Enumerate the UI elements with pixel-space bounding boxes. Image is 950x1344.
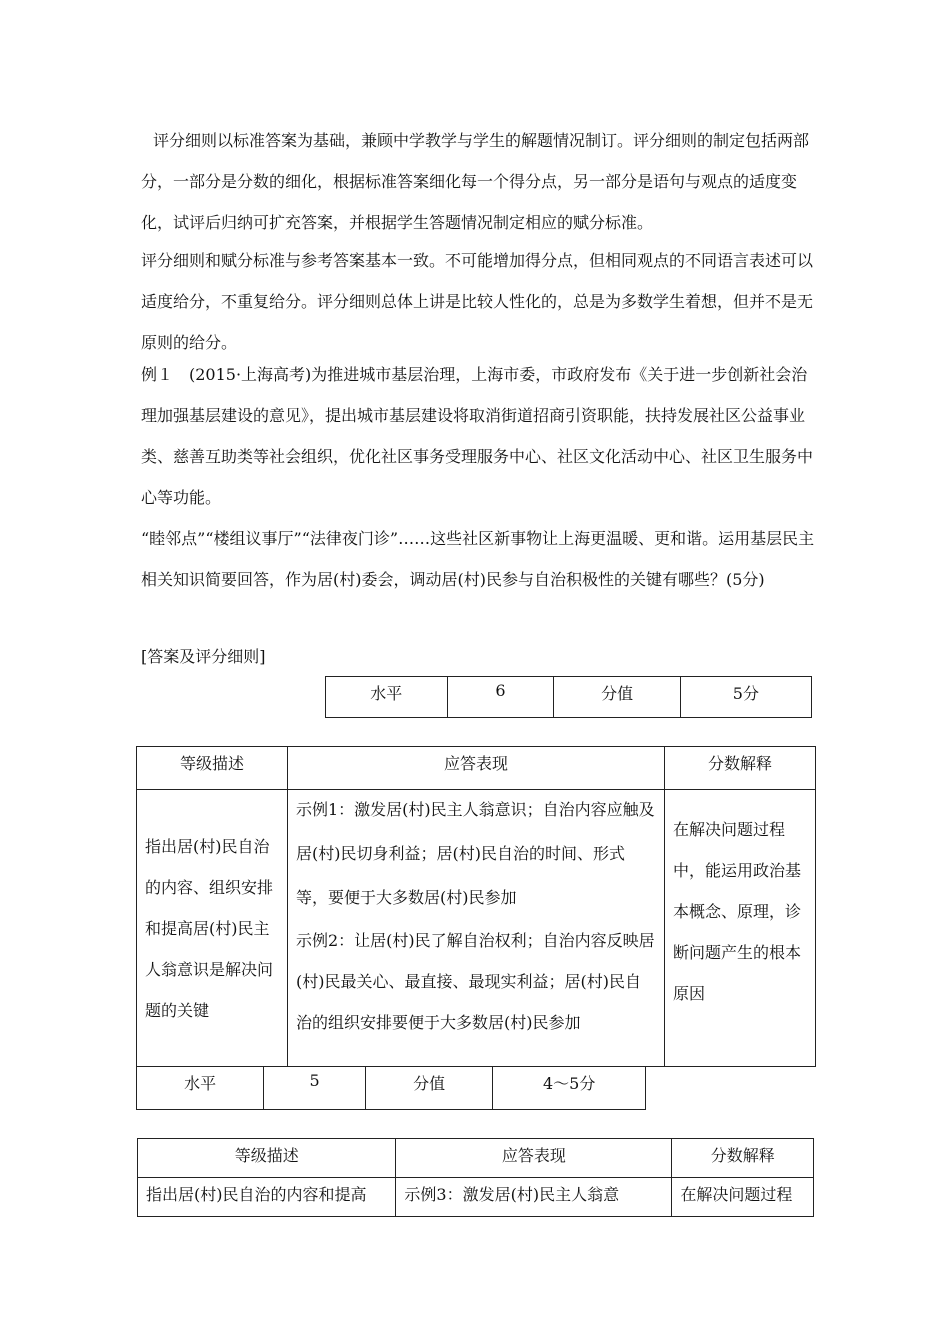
level-5-meta-table: [136, 1066, 646, 1110]
question-paragraph: “睦邻点”“楼组议事厅”“法律夜门诊”……这些社区新事物让上海更温暖、更和谐。运用基层民主相关知识简要回答，作为居(村)委会，调动居(村)民参与自治积极性的关键有哪些？(5分): [141, 529, 815, 589]
level-value: 6: [447, 677, 554, 718]
score-label: 分值: [366, 1067, 493, 1110]
grade-description: 指出居(村)民自治的内容和提高: [138, 1178, 396, 1217]
header-grade: 等级描述: [137, 747, 288, 790]
answer-example-2: 示例2：让居(村)民了解自治权利；自治内容反映居(村)民最关心、最直接、最现实利益；居(村)民自治的组织安排要便于大多数居(村)民参加: [296, 931, 655, 1032]
score-value: 4～5分: [493, 1067, 646, 1110]
score-value: 5分: [680, 677, 811, 718]
answer-example-1: 示例1：激发居(村)民主人翁意识；自治内容应触及居(村)民切身利益；居(村)民自治的时间、形式等，要便于大多数居(村)民参加: [296, 800, 655, 907]
level-6-meta-table: [325, 676, 812, 718]
intro-paragraph: 评分细则以标准答案为基础，兼顾中学教学与学生的解题情况制订。评分细则的制定包括两部分，一部分是分数的细化，根据标准答案细化每一个得分点，另一部分是语句与观点的适度变化，试评后归纳可扩充答案，并根据学生答题情况制定相应的赋分标准。: [141, 131, 810, 232]
answer-heading: [答案及评分细则]: [141, 647, 266, 666]
header-explain: 分数解释: [672, 1139, 814, 1178]
grade-description: 指出居(村)民自治的内容、组织安排和提高居(村)民主人翁意识是解决问题的关键: [145, 836, 274, 1020]
level-label: 水平: [326, 677, 448, 718]
header-grade: 等级描述: [138, 1139, 396, 1178]
level-6-criteria-table: [136, 746, 816, 1067]
score-label: 分值: [554, 677, 680, 718]
score-explanation: 在解决问题过程中，能运用政治基本概念、原理，诊断问题产生的根本原因: [673, 820, 802, 1003]
level-label: 水平: [137, 1067, 264, 1110]
header-answer: 应答表现: [396, 1139, 672, 1178]
example-paragraph: 例１ (2015·上海高考)为推进城市基层治理，上海市委，市政府发布《关于进一步创新社会治理加强基层建设的意见》，提出城市基层建设将取消街道招商引资职能，扶持发展社区公益事业类、慈善互助类等社会组织，优化社区事务受理服务中心、社区文化活动中心、社区卫生服务中心等功能。: [141, 365, 814, 507]
level-5-criteria-table: [137, 1138, 814, 1217]
score-explanation: 在解决问题过程: [672, 1178, 814, 1217]
header-explain: 分数解释: [665, 747, 816, 790]
level-value: 5: [264, 1067, 366, 1110]
header-answer: 应答表现: [288, 747, 665, 790]
answer-example-3: 示例3：激发居(村)民主人翁意: [396, 1178, 672, 1217]
rule-paragraph: 评分细则和赋分标准与参考答案基本一致。不可能增加得分点，但相同观点的不同语言表述可以适度给分，不重复给分。评分细则总体上讲是比较人性化的，总是为多数学生着想，但并不是无原则的给分。: [141, 251, 814, 352]
